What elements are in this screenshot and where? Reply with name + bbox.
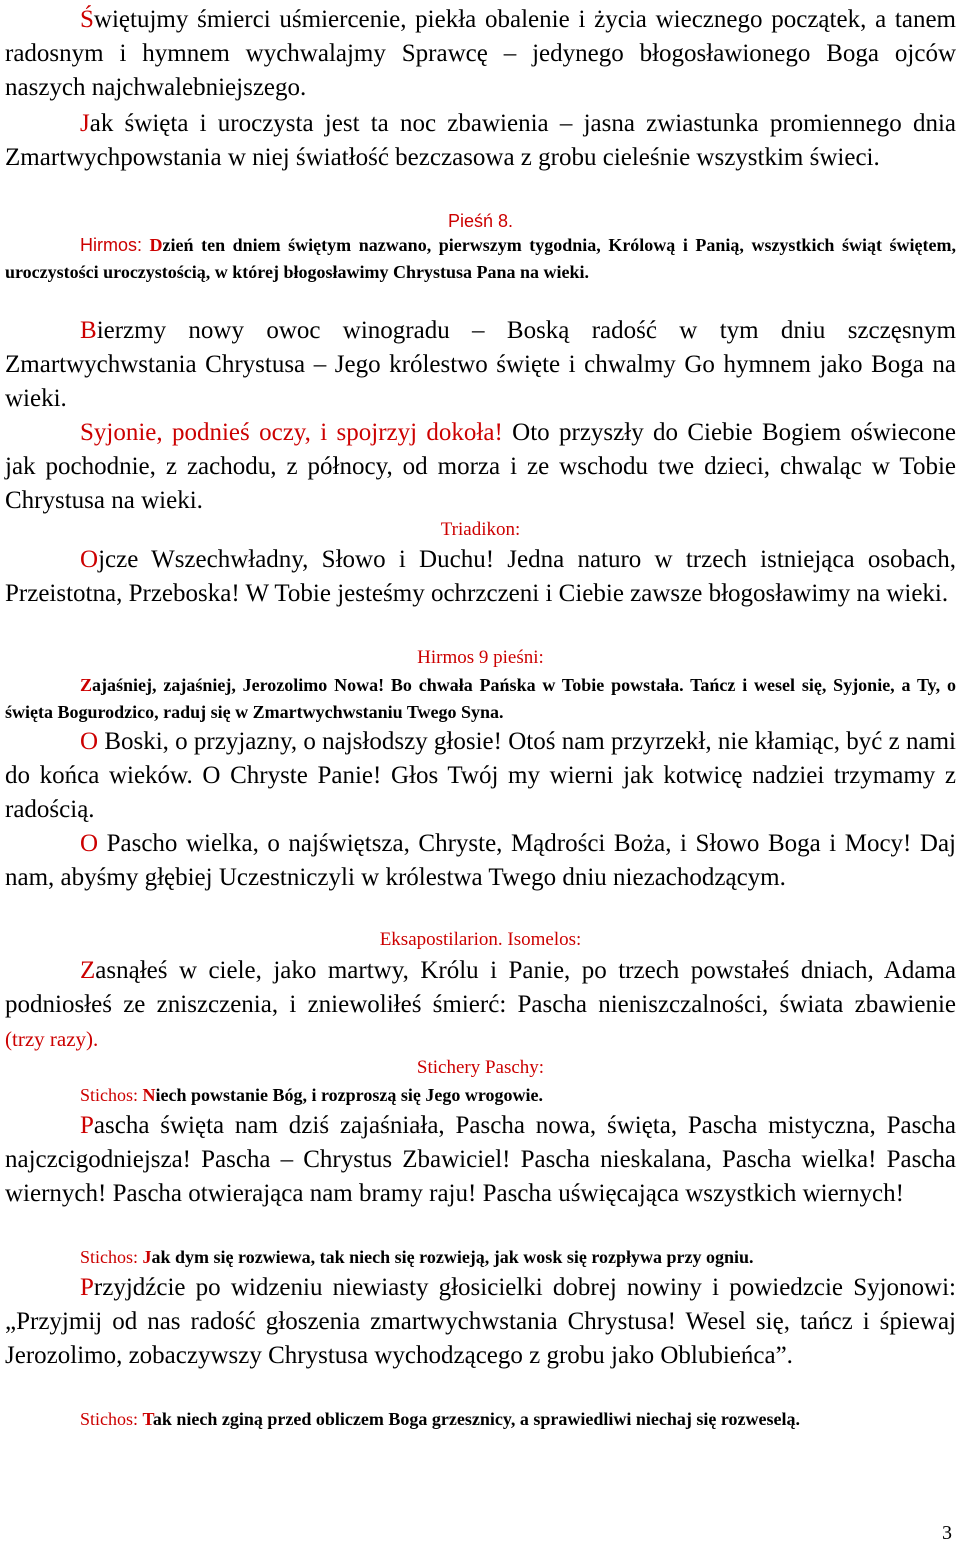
paragraph-text: ascha święta nam dziś zajaśniała, Pascha nowa, święta, Pascha mistyczna, Pascha najczcigodniejsza! Pascha – Chrystus Zbawiciel! Pascha nieskalana, Pascha wielka! Pascha wiernych! Pascha otwierająca nam bramy raju! Pascha uświęcająca wszystkich wiernych!	[5, 1112, 956, 1207]
initial-letter: J	[80, 110, 90, 137]
heading-stichery	[5, 1056, 956, 1080]
initial-letter: N	[142, 1085, 156, 1105]
page-number: 3	[942, 1522, 952, 1544]
paragraph-text: ak święta i uroczysta jest ta noc zbawienia – jasna zwiastunka promiennego dnia Zmartwychpowstania w niej światłość bezczasowa z grobu cieleśnie wszystkim świeci.	[5, 110, 956, 171]
paragraph-9	[5, 1109, 956, 1210]
rubric-note: (trzy razy).	[5, 1026, 99, 1051]
section-heading: Triadikon:	[440, 519, 521, 540]
section-heading: Stichery Paschy:	[416, 1057, 545, 1078]
initial-letter: O	[80, 830, 99, 857]
initial-letter: D	[149, 235, 163, 255]
stichos-label: Stichos:	[80, 1409, 139, 1429]
paragraph-1	[5, 3, 956, 104]
paragraph-text: jcze Wszechwładny, Słowo i Duchu! Jedna naturo w trzech istniejąca osobach, Przeistotna, Przeboska! W Tobie jesteśmy ochrzczeni i Ciebie zawsze błogosławimy na wieki.	[5, 546, 956, 607]
stichos-text: ak dym się rozwiewa, tak niech się rozwieją, jak wosk się rozpływa przy ogniu.	[151, 1247, 754, 1267]
initial-letter: Ś	[80, 6, 94, 33]
section-heading: Pieśń 8.	[447, 211, 514, 231]
initial-letter: O	[80, 546, 99, 573]
paragraph-3	[5, 314, 956, 415]
stichos-label: Stichos:	[80, 1085, 139, 1105]
stichos-2	[5, 1244, 956, 1271]
hirmos-label: Hirmos:	[80, 235, 142, 255]
section-heading: Eksapostilarion. Isomelos:	[379, 929, 582, 950]
stichos-label: Stichos:	[80, 1247, 139, 1267]
paragraph-text: rzyjdźcie po widzeniu niewiasty głosicielki dobrej nowiny i powiedzcie Syjonowi: „Przyjmij od nas radość głoszenia zmartwychwstania Chrystusa! Wesel się, tańcz i śpiewaj Jerozolimo, zobaczywszy Chrystusa wychodzącego z grobu jako Oblubieńca”.	[5, 1274, 956, 1369]
red-opening: Syjonie, podnieś oczy, i spojrzyj dokoła!	[80, 419, 503, 446]
paragraph-10	[5, 1271, 956, 1372]
paragraph-text: Pascho wielka, o najświętsza, Chryste, Mądrości Boża, i Słowo Boga i Mocy! Daj nam, abyśmy głębiej Uczestniczyli w królestwa Twego dniu niezachodzącym.	[5, 830, 956, 891]
paragraph-7	[5, 827, 956, 895]
heading-piesn-8	[5, 209, 956, 233]
stichos-text: iech powstanie Bóg, i rozproszą się Jego wrogowie.	[155, 1085, 543, 1105]
initial-letter: Z	[80, 957, 96, 984]
paragraph-text: więtujmy śmierci uśmiercenie, piekła obalenie i życia wiecznego początek, a tanem radosnym i hymnem wychwalajmy Sprawcę – jedynego błogosławionego Boga ojców naszych najchwalebniejszego.	[5, 6, 956, 101]
paragraph-text: asnąłeś w ciele, jako martwy, Królu i Panie, po trzech powstałeś dniach, Adama podniosłeś ze zniszczenia, i zniewoliłeś śmierć: Pascha nieniszczalności, świata zbawienie	[5, 957, 956, 1018]
initial-letter: O	[80, 728, 99, 755]
paragraph-5	[5, 543, 956, 611]
hirmos-text: zień ten dniem świętym nazwano, pierwszym tygodnia, Królową i Panią, wszystkich świąt świętem, uroczystości uroczystością, w której błogosławimy Chrystusa Pana na wieki.	[5, 235, 957, 282]
initial-letter: P	[80, 1112, 94, 1139]
initial-letter: T	[142, 1409, 153, 1429]
paragraph-text: Oto przyszły do Ciebie Bogiem oświecone jak pochodnie, z zachodu, z północy, od morza i ze wschodu twe dzieci, chwaląc w Tobie Chrystusa na wieki.	[5, 419, 956, 514]
section-heading: Hirmos 9 pieśni:	[417, 647, 544, 668]
hirmos-8	[5, 232, 956, 286]
stichos-text: ak niech zginą przed obliczem Boga grzesznicy, a sprawiedliwi niechaj się rozweselą.	[152, 1409, 800, 1429]
stichos-1	[5, 1082, 956, 1109]
paragraph-text: ierzmy nowy owoc winogradu – Boską radość w tym dniu szczęsnym Zmartwychwstania Chrystusa – Jego królestwo święte i chwalmy Go hymnem jako Boga na wieki.	[5, 317, 956, 412]
paragraph-2	[5, 107, 956, 175]
initial-letter: P	[80, 1274, 94, 1301]
heading-hirmos-9	[5, 646, 956, 670]
heading-triadikon	[5, 518, 956, 542]
paragraph-6	[5, 725, 956, 826]
paragraph-8	[5, 954, 956, 1056]
heading-eksapostilarion	[5, 928, 956, 952]
initial-letter: Z	[80, 675, 93, 695]
initial-letter: J	[142, 1247, 152, 1267]
paragraph-4	[5, 416, 956, 517]
initial-letter: B	[80, 317, 97, 344]
paragraph-text: Boski, o przyjazny, o najsłodszy głosie! Otoś nam przyrzekł, nie kłamiąc, być z nami do końca wieków. O Chryste Panie! Głos Twój my wierni jak kotwicę nadziei trzymamy z radością.	[5, 728, 956, 823]
hirmos-text: ajaśniej, zajaśniej, Jerozolimo Nowa! Bo chwała Pańska w Tobie powstała. Tańcz i wesel się, Syjonie, a Ty, o święta Bogurodzico, raduj się w Zmartwychwstaniu Twego Syna.	[5, 675, 956, 722]
hirmos-9	[5, 672, 956, 726]
stichos-3	[5, 1406, 956, 1433]
